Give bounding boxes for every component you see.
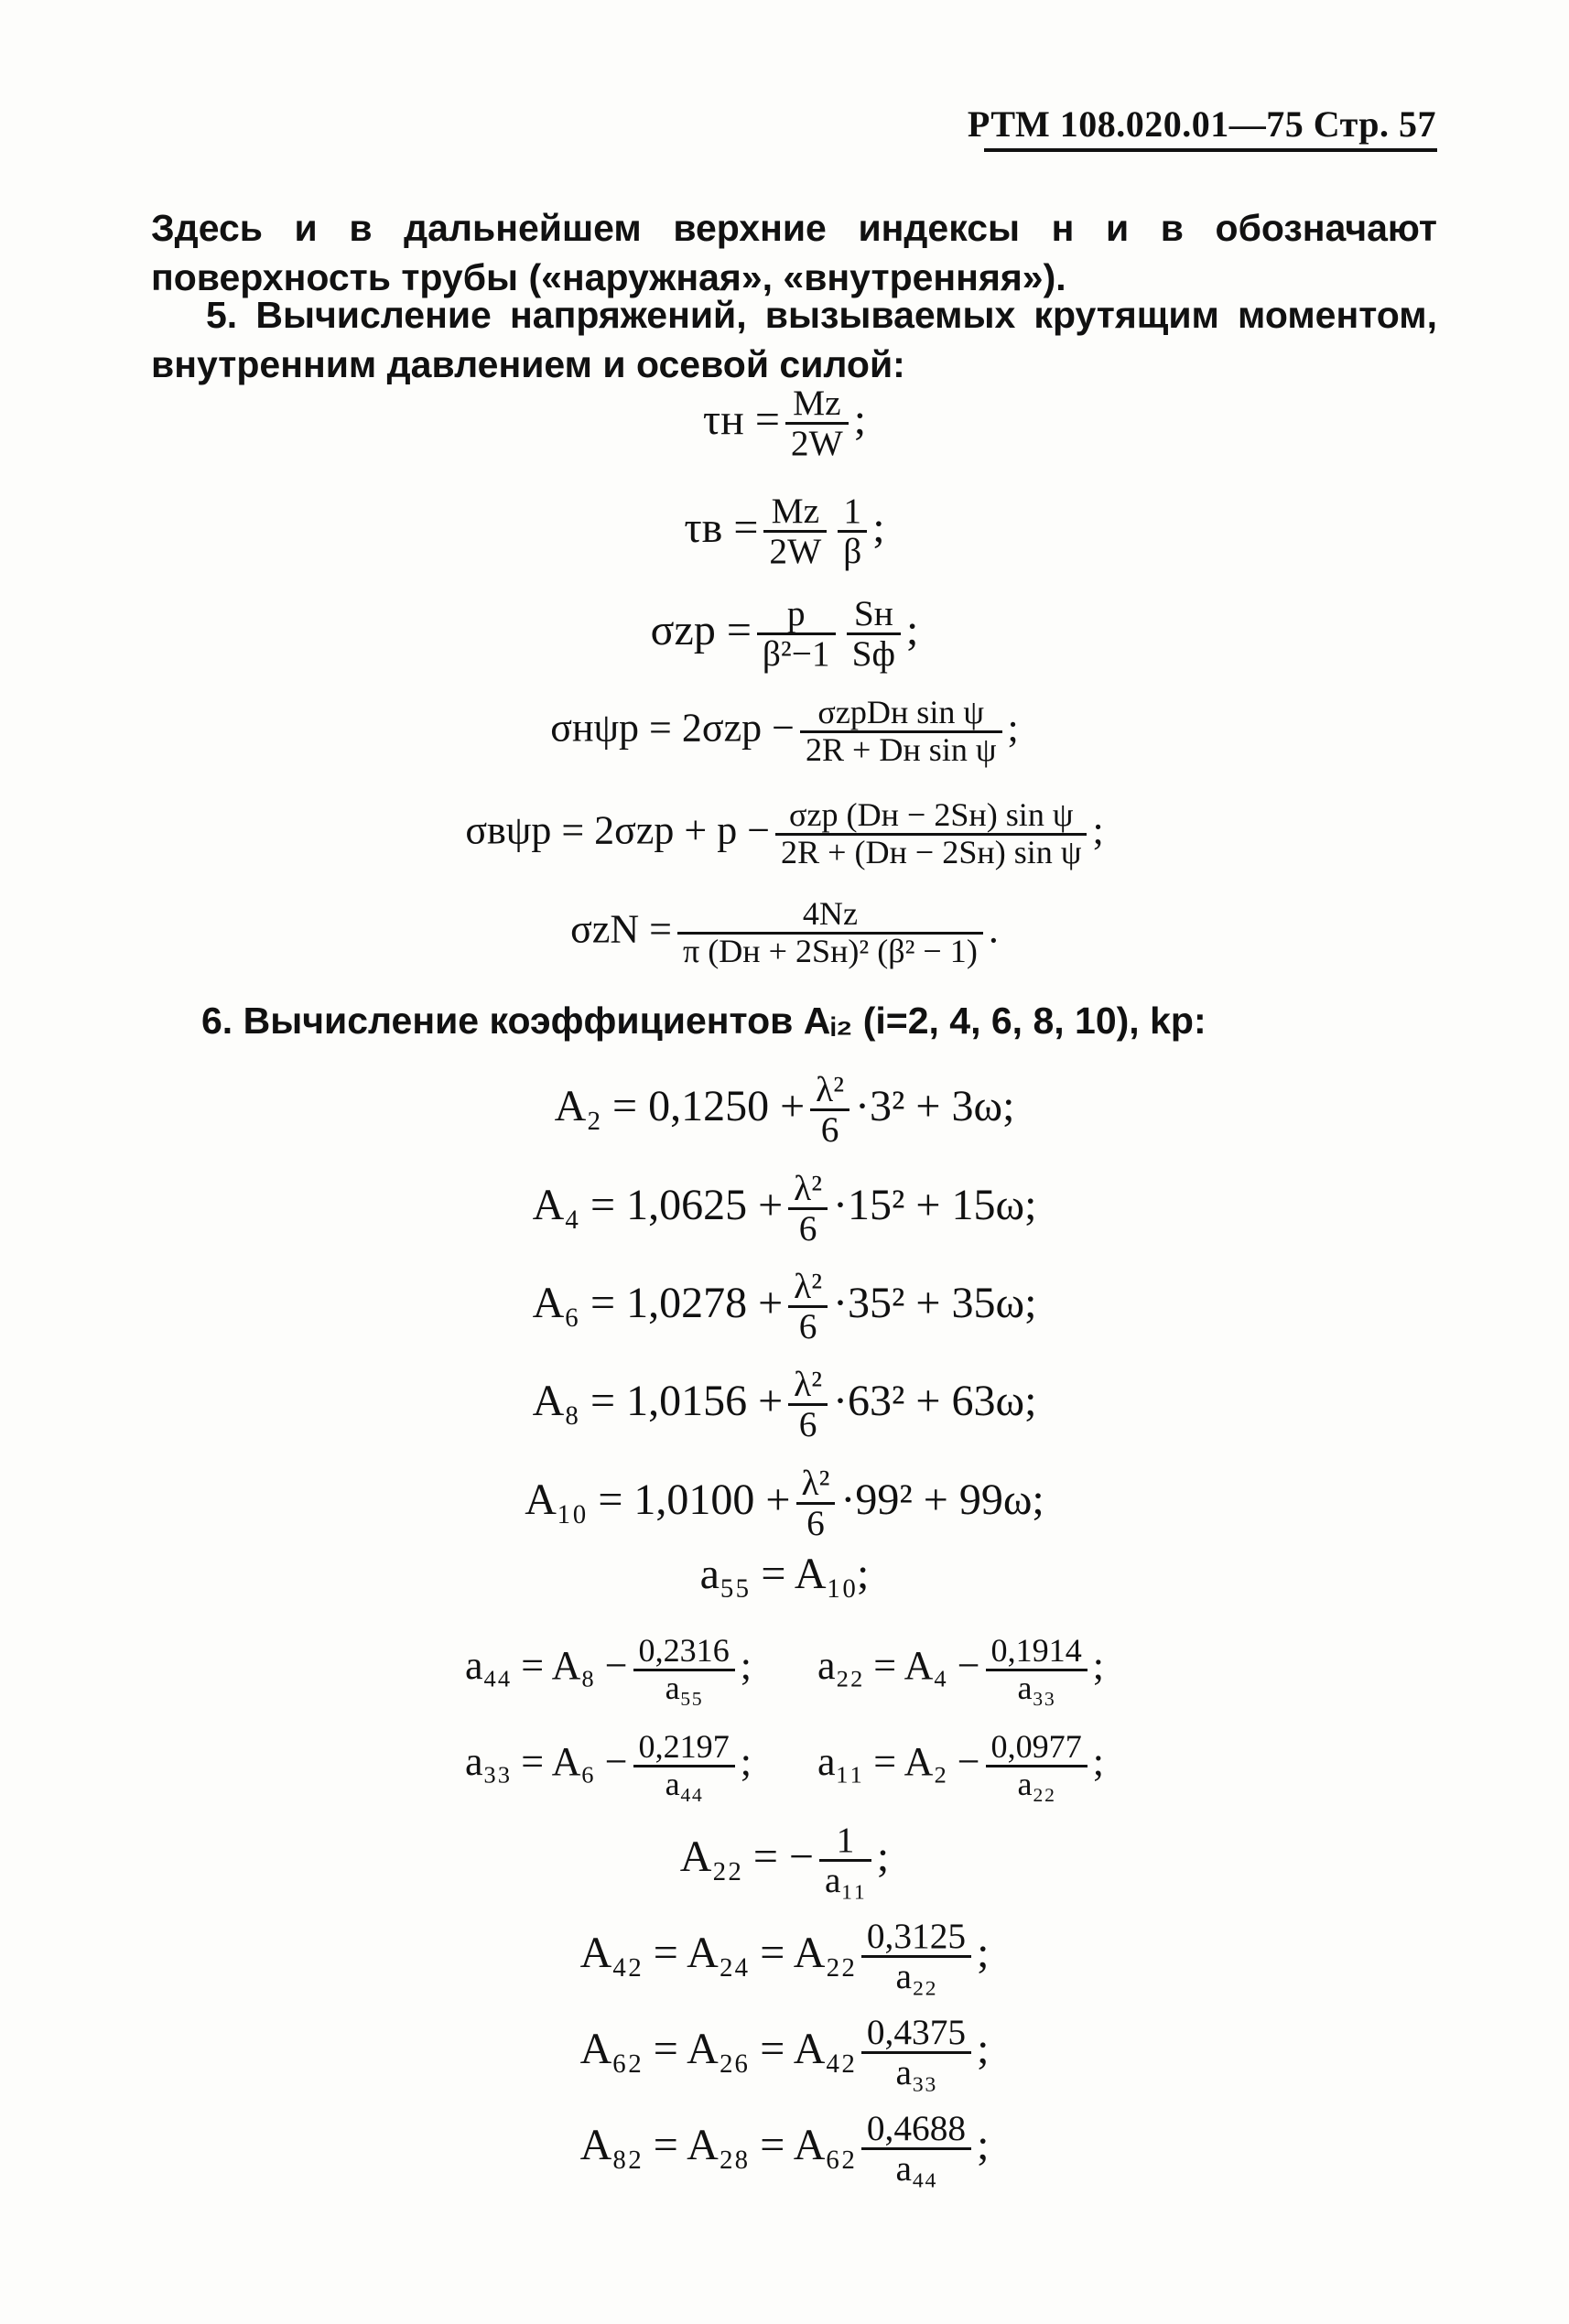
formula-sigma-zp: σzp = $\frac{p}{\text{β²−1}}$ $\frac{Sн}{Sф}$ ; — [650, 593, 919, 675]
formula-a22: a₂₂ = A₄ − $\frac{0,1914}{\text{a₃₃}}$ ; — [817, 1632, 1104, 1706]
formula-A6: A₆ = 1,0278 + $\frac{\text{λ²}}{6}$ ·35² + 35ω; — [532, 1266, 1037, 1347]
formula-sigma-psi-inner: σвψp = 2σzp + p − $\frac{\text{σzp (Dн − 2Sн) sin ψ}}{\text{2R + (Dн − 2Sн) sin ψ}}$ ; — [465, 796, 1104, 870]
formula-A82: A₈₂ = A₂₈ = A₆₂ $\frac{0,4688}{\text{a₄₄}}$ ; — [579, 2108, 990, 2189]
paragraph-section-6: 6. Вычисление коэффициентов Aᵢ₂ (i=2, 4, 6, 8, 10), kр: — [201, 1000, 1207, 1042]
formula-A8: A₈ = 1,0156 + $\frac{\text{λ²}}{6}$ ·63² + 63ω; — [532, 1364, 1037, 1445]
formula-A10: A₁₀ = 1,0100 + $\frac{\text{λ²}}{6}$ ·99² + 99ω; — [525, 1463, 1044, 1544]
formula-A62: A₆₂ = A₂₆ = A₄₂ $\frac{0,4375}{\text{a₃₃}}$ ; — [579, 2012, 990, 2093]
formula-tau-inner: τв = $\frac{Mz}{2W}$ $\frac{1}{\beta}$ ; — [684, 491, 885, 572]
formula-row-a44-a22 — [0, 1634, 1569, 1706]
header-rule — [984, 148, 1437, 152]
paragraph-section-5: 5. Вычисление напряжений, вызываемых крутящим моментом, внутренним давлением и осевой силой: — [151, 294, 1437, 385]
formula-A22: A₂₂ = − $\frac{1}{\text{a₁₁}}$ ; — [679, 1820, 890, 1901]
formula-a44: a₄₄ = A₈ − $\frac{0,2316}{\text{a₅₅}}$ ; — [465, 1632, 752, 1706]
formula-sigma-psi-outer: σнψp = 2σzp − $\frac{\text{σzpDн sin ψ}}{\text{2R + Dн sin ψ}}$ ; — [550, 694, 1019, 768]
formula-A42: A₄₂ = A₂₄ = A₂₂ $\frac{0,3125}{\text{a₂₂}}$ ; — [579, 1916, 990, 1997]
paragraph-superscript-note: Здесь и в дальнейшем верхние индексы н и в обозначают поверхность трубы («наружная», «внутренняя»). — [151, 207, 1437, 298]
formula-a55: a₅₅ = A₁₀; — [699, 1550, 870, 1598]
formula-A2: A₂ = 0,1250 + $\frac{\text{λ²}}{6}$ ·3² + 3ω; — [554, 1069, 1015, 1151]
formula-a11: a₁₁ = A₂ − $\frac{0,0977}{\text{a₂₂}}$ ; — [817, 1728, 1104, 1802]
formula-tau-outer: τн = $\frac{Mz}{2W}$ ; — [702, 383, 867, 464]
formula-A4: A₄ = 1,0625 + $\frac{\text{λ²}}{6}$ ·15² + 15ω; — [532, 1168, 1037, 1249]
formula-sigma-zN: σzN = $\frac{4Nz}{\text{π (Dн + 2Sн)² (β² − 1)}}$ . — [570, 895, 999, 969]
page-header: РТМ 108.020.01—75 Стр. 57 — [967, 103, 1436, 145]
formula-row-a33-a11 — [0, 1730, 1569, 1802]
formula-a33: a₃₃ = A₆ − $\frac{0,2197}{\text{a₄₄}}$ ; — [465, 1728, 752, 1802]
